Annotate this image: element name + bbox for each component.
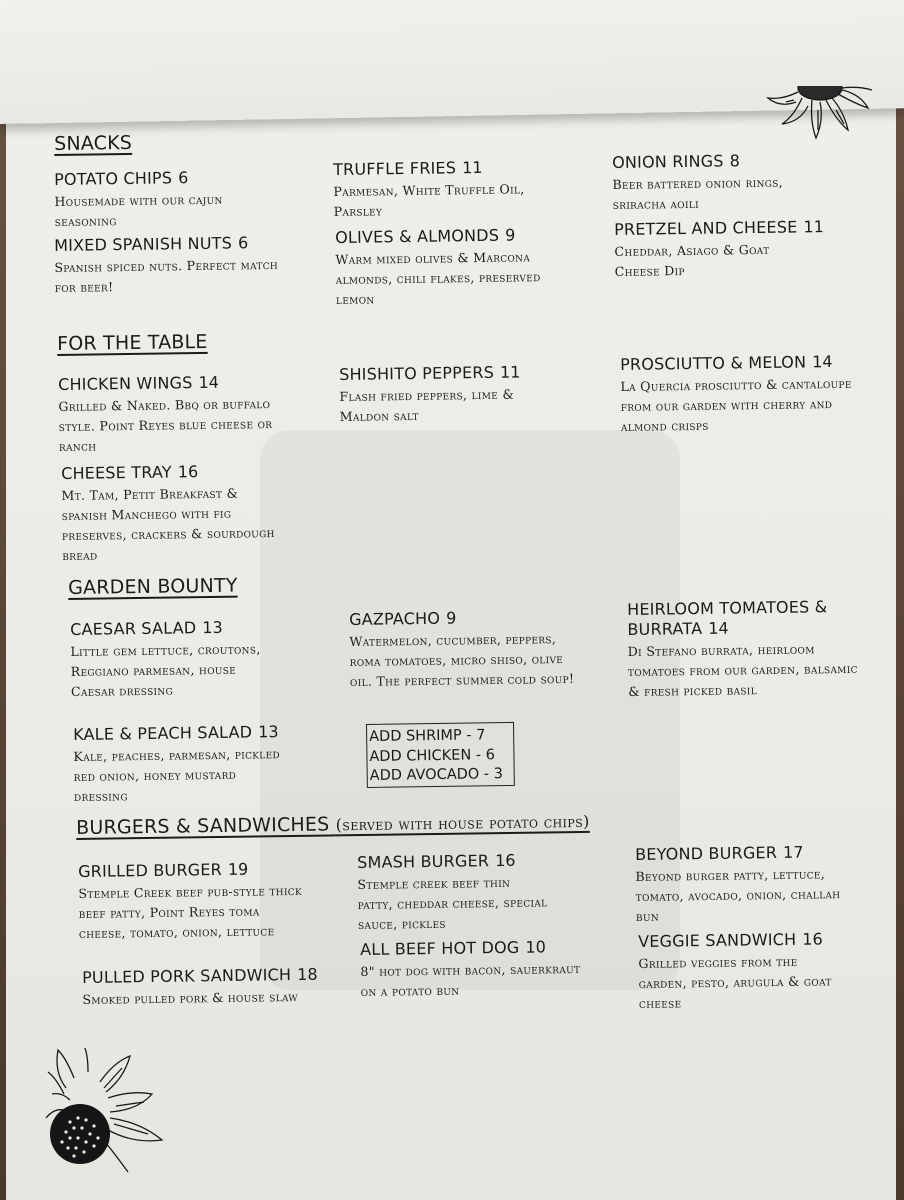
- item-description: Beyond burger patty, lettuce, tomato, avocado, onion, challah bun: [635, 866, 841, 924]
- item-price: 9: [445, 608, 457, 628]
- item-name: GAZPACHO: [349, 608, 441, 629]
- item-name: MIXED SPANISH NUTS: [54, 233, 233, 255]
- item-name: ALL BEEF HOT DOG: [360, 937, 520, 959]
- item-name: GRILLED BURGER: [78, 859, 223, 881]
- menu-item-mixed-spanish-nuts: [54, 233, 300, 298]
- item-name: TRUFFLE FRIES: [333, 158, 457, 179]
- section-note: (served with house potato chips): [335, 811, 590, 835]
- item-description: Grilled veggies from the garden, pesto, arugula & goat cheese: [638, 953, 832, 1011]
- menu-item-prosciutto-melon: [620, 352, 866, 437]
- item-name: SHISHITO PEPPERS: [339, 362, 495, 384]
- addons-box: [366, 722, 515, 788]
- menu-item-all-beef-hot-dog: [360, 937, 606, 1002]
- menu-item-cheese-tray: [61, 461, 307, 566]
- menu-item-olives-almonds: [335, 225, 581, 310]
- section-title-text: BURGERS & SANDWICHES: [76, 813, 330, 839]
- item-price: 8: [729, 151, 740, 171]
- menu-item-veggie-sandwich: [638, 929, 884, 1014]
- item-description: Watermelon, cucumber, peppers, roma tomatoes, micro shiso, olive oil. The perfect summer cold soup!: [349, 631, 575, 689]
- item-price: 16: [495, 850, 516, 871]
- item-price: 13: [202, 617, 223, 638]
- menu-item-grilled-burger: [78, 859, 324, 944]
- item-description: Kale, peaches, parmesan, pickled red onion, honey mustard dressing: [73, 746, 281, 804]
- section-title-garden-bounty: GARDEN BOUNTY: [68, 574, 238, 599]
- addon-shrimp: ADD SHRIMP - 7: [369, 727, 486, 745]
- item-name: PRETZEL AND CHEESE: [614, 217, 798, 239]
- item-price: 9: [504, 225, 516, 245]
- item-name: POTATO CHIPS: [54, 168, 173, 189]
- menu-item-pretzel-cheese: [614, 217, 860, 282]
- menu-item-potato-chips: [54, 167, 300, 232]
- item-name: OLIVES & ALMONDS: [335, 225, 500, 247]
- item-description: Little gem lettuce, croutons, Reggiano parmesan, house Caesar dressing: [70, 641, 261, 699]
- item-description: Spanish spiced nuts. Perfect match for beer!: [54, 256, 279, 295]
- item-description: Smoked pulled pork & house slaw: [82, 988, 299, 1007]
- menu-item-caesar-salad: [70, 617, 316, 702]
- item-description: Flash fried peppers, lime & Maldon salt: [339, 386, 515, 424]
- menu-item-heirloom-tomatoes-burrata: [627, 597, 863, 702]
- item-description: Parmesan, White Truffle Oil, Parsley: [333, 181, 525, 219]
- item-price: 11: [499, 362, 521, 382]
- menu-item-beyond-burger: [635, 842, 881, 927]
- item-price: 19: [227, 859, 249, 879]
- sunflower-bottom-icon: [44, 1048, 174, 1173]
- item-price: 6: [237, 233, 249, 253]
- item-description: 8" hot dog with bacon, sauerkraut on a potato bun: [360, 960, 581, 999]
- item-name: CAESAR SALAD: [70, 618, 197, 639]
- item-description: La Quercia prosciutto & cantaloupe from our garden with cherry and almond crisps: [620, 375, 852, 434]
- item-name: BEYOND BURGER: [635, 843, 778, 864]
- item-description: Di Stefano burrata, heirloom tomatoes from our garden, balsamic & fresh picked basil: [627, 641, 858, 699]
- menu-item-kale-peach-salad: [73, 722, 319, 807]
- addon-chicken: ADD CHICKEN - 6: [369, 746, 496, 765]
- section-title-snacks: SNACKS: [54, 131, 133, 155]
- menu-item-gazpacho: [349, 607, 595, 692]
- item-name: VEGGIE SANDWICH: [638, 929, 797, 951]
- item-name: ONION RINGS: [612, 151, 724, 172]
- item-name: HEIRLOOM TOMATOES & BURRATA: [627, 597, 828, 639]
- item-description: Warm mixed olives & Marcona almonds, chili flakes, preserved lemon: [335, 249, 541, 307]
- item-description: Cheddar, Asiago & Goat Cheese Dip: [614, 241, 770, 279]
- section-title-for-the-table: FOR THE TABLE: [57, 330, 208, 355]
- item-price: 6: [178, 168, 189, 188]
- item-name: PULLED PORK SANDWICH: [82, 965, 292, 987]
- menu-item-shishito-peppers: [339, 362, 585, 427]
- item-description: Stemple creek beef thin patty, cheddar cheese, special sauce, pickles: [357, 874, 548, 932]
- menu-item-onion-rings: [612, 150, 858, 215]
- item-price: 11: [803, 217, 824, 237]
- menu-item-pulled-pork-sandwich: [82, 964, 353, 1010]
- menu-item-chicken-wings: [58, 372, 304, 457]
- item-name: PROSCIUTTO & MELON: [620, 352, 807, 374]
- item-description: Stemple Creek beef pub-style thick beef patty, Point Reyes toma cheese, tomato, onion, lettuce: [78, 882, 303, 941]
- menu-item-smash-burger: [357, 850, 603, 935]
- item-description: Grilled & Naked. Bbq or buffalo style. Point Reyes blue cheese or ranch: [58, 396, 273, 454]
- item-name: CHEESE TRAY: [61, 462, 172, 483]
- section-title-burgers-sandwiches: [76, 810, 590, 839]
- item-price: 14: [812, 352, 833, 372]
- item-price: 13: [258, 722, 279, 742]
- item-description: Beer battered onion rings, sriracha aoili: [612, 174, 784, 212]
- item-price: 16: [177, 462, 199, 482]
- item-price: 18: [297, 964, 318, 984]
- menu-item-truffle-fries: [333, 157, 579, 222]
- sunflower-top-icon: [760, 86, 875, 144]
- item-name: KALE & PEACH SALAD: [73, 722, 253, 744]
- item-price: 10: [525, 937, 546, 957]
- item-price: 11: [462, 157, 483, 178]
- item-name: CHICKEN WINGS: [58, 373, 193, 394]
- item-price: 16: [802, 929, 823, 949]
- addon-avocado: ADD AVOCADO - 3: [369, 766, 504, 784]
- item-name: SMASH BURGER: [357, 851, 490, 872]
- item-description: Mt. Tam, Petit Breakfast & spanish Manchego with fig preserves, crackers & sourdough bread: [61, 485, 275, 563]
- item-price: 17: [782, 842, 804, 862]
- item-description: Housemade with our cajun seasoning: [54, 191, 223, 229]
- item-price: 14: [708, 618, 729, 638]
- item-price: 14: [198, 372, 220, 393]
